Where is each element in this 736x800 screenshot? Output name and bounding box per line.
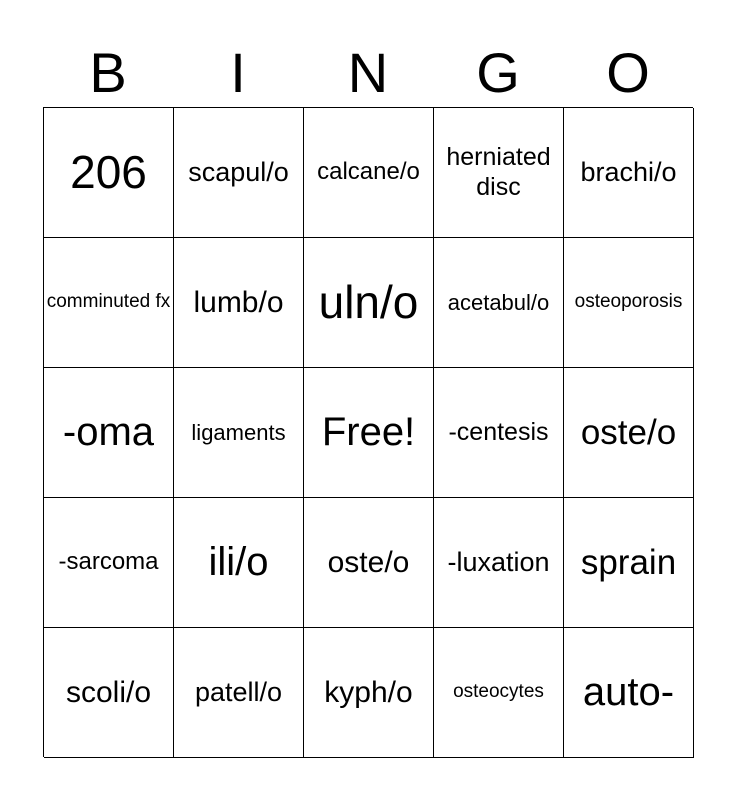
bingo-cell[interactable] (434, 628, 564, 758)
cell-text: comminuted fx (46, 291, 171, 313)
bingo-cell[interactable] (434, 238, 564, 368)
cell-text: osteoporosis (574, 291, 683, 313)
header-letter-o: O (606, 41, 650, 104)
bingo-cell[interactable] (44, 368, 174, 498)
bingo-cell[interactable] (44, 498, 174, 628)
cell-text: brachi/o (580, 156, 677, 187)
cell-text: scapul/o (188, 156, 289, 187)
header-letter-b: B (89, 41, 127, 104)
cell-text: auto- (582, 669, 675, 714)
bingo-cell[interactable] (434, 498, 564, 628)
cell-text: acetabul/o (447, 289, 550, 315)
bingo-cell[interactable] (174, 108, 304, 238)
cell-text: uln/o (318, 276, 419, 329)
cell-text: Free! (321, 409, 416, 454)
bingo-cell[interactable] (564, 368, 694, 498)
bingo-cell[interactable] (174, 368, 304, 498)
cell-text: sprain (580, 542, 677, 582)
cell-text: osteocytes (453, 681, 544, 703)
bingo-cell[interactable] (174, 498, 304, 628)
cell-text: oste/o (327, 545, 410, 579)
cell-text: ligaments (191, 419, 286, 445)
bingo-cell[interactable] (44, 628, 174, 758)
header-letter-g: G (476, 41, 520, 104)
cell-text: -sarcoma (58, 548, 159, 576)
bingo-cell[interactable] (304, 108, 434, 238)
bingo-cell[interactable] (304, 368, 434, 498)
header-letter-i: I (230, 41, 246, 104)
bingo-cell[interactable] (564, 238, 694, 368)
bingo-cell[interactable] (304, 628, 434, 758)
bingo-cell[interactable] (174, 238, 304, 368)
bingo-cell[interactable] (44, 108, 174, 238)
bingo-board (43, 107, 693, 757)
cell-text: kyph/o (324, 675, 413, 709)
bingo-cell[interactable] (434, 368, 564, 498)
cell-text: lumb/o (193, 285, 284, 319)
cell-text: patell/o (194, 676, 283, 707)
cell-text: 206 (70, 146, 147, 199)
bingo-cell[interactable] (304, 498, 434, 628)
cell-text: scoli/o (65, 675, 152, 709)
cell-text: ili/o (208, 539, 269, 584)
cell-text: herniated disc (446, 143, 551, 201)
bingo-cell[interactable] (44, 238, 174, 368)
header-letter-n: N (347, 41, 389, 104)
bingo-cell[interactable] (564, 108, 694, 238)
bingo-cell[interactable] (304, 238, 434, 368)
cell-text: calcane/o (317, 158, 420, 186)
cell-text: -oma (62, 409, 155, 454)
bingo-cell[interactable] (174, 628, 304, 758)
bingo-header (43, 40, 693, 106)
cell-text: -luxation (447, 546, 550, 577)
cell-text: oste/o (580, 412, 677, 452)
bingo-cell[interactable] (434, 108, 564, 238)
bingo-cell[interactable] (564, 498, 694, 628)
bingo-cell[interactable] (564, 628, 694, 758)
cell-text: -centesis (448, 417, 549, 446)
